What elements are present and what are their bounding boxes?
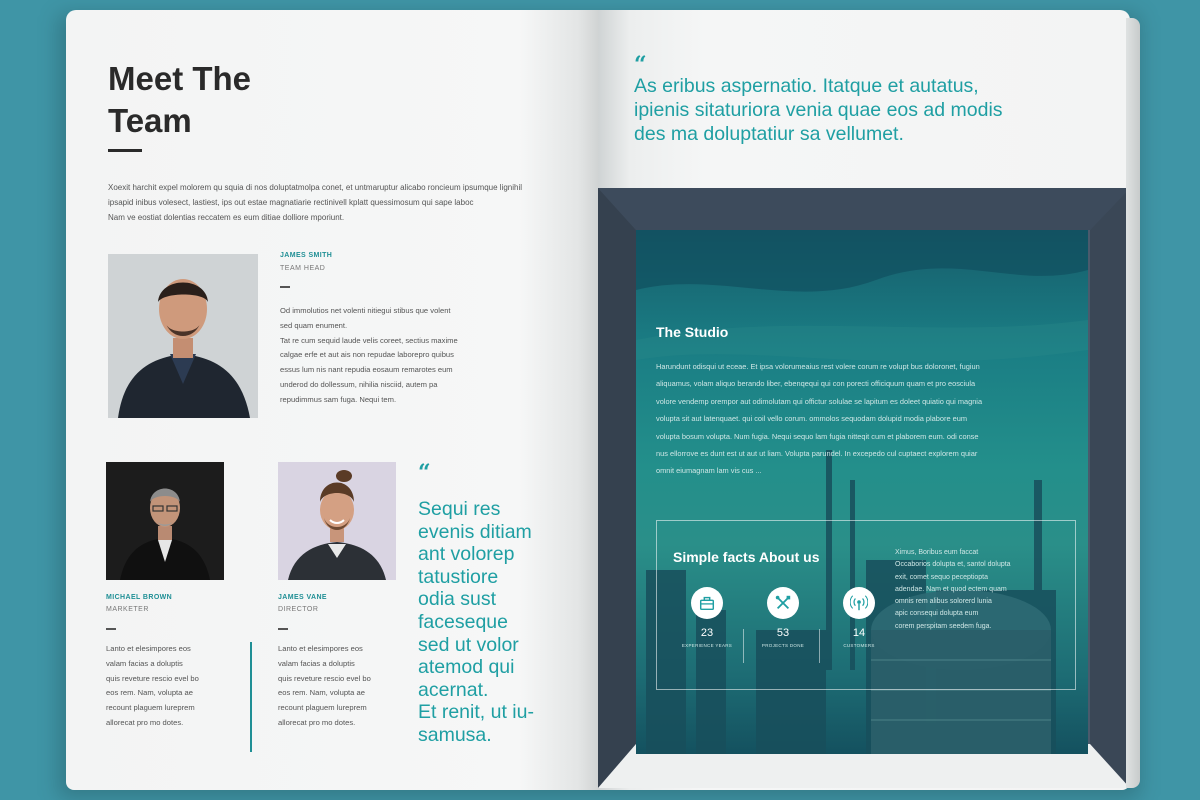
member-role-michael-brown: MARKETER <box>106 606 149 613</box>
studio-title: The Studio <box>656 324 729 340</box>
member-name-james-smith: JAMES SMITH <box>280 252 333 259</box>
quote-mark-icon: “ <box>418 460 431 486</box>
right-page <box>598 10 1130 790</box>
member-rule <box>106 628 116 630</box>
broadcast-icon <box>843 587 875 619</box>
member-bio-michael-brown: Lanto et elesimpores eos valam facias a doluptis quis reveture rescio evel bo eos rem. Nam, volupta ae recount plaguem lureprem allorecat pro mo dotes. <box>106 644 199 727</box>
member-role-james-smith: TEAM HEAD <box>280 265 326 272</box>
column-divider <box>250 642 252 752</box>
left-page <box>66 10 600 790</box>
member-bio-james-vane: Lanto et elesimpores eos valam facias a doluptis quis reveture rescio evel bo eos rem. Nam, volupta ae recount plaguem lureprem allorecat pro mo dotes. <box>278 644 371 727</box>
fact-experience <box>677 587 737 648</box>
studio-paragraph: Harundunt odisqui ut eceae. Et ipsa volorumeaius rest volere corum re volupt bus doloronet, fugiun aliquamus, volam aliquo berando liber, ebenqequi qui con porecti officiquum quam et pro eosciula volore vendemp orempor aut odimolutam qui offictur solulae se lapitum es doleet quiatio qui magnia volupta sit aut latenquaet. qui coil vello corum. ommolos sequodam dolupid modia plabore eum volupta bosum volupta. Num fugia. Nequi sequo lam fugia nitteqit cum et plaborem eum. odi conse nus ellorrove es dunt est ut aut ut liam. Volupta parundel. In excepedo cul cuptaect explorem quiar omnit eiumagnam lam vis cus ... <box>656 362 983 476</box>
member-bio-james-smith: Od immolutios net volenti nitiegui stibus que volent sed quam enument. Tat re cum sequid laude velis coreet, sectius maxime calgae erfe et aut ais non repudae laborepro quibus essus lum nis nant repudia eosaum remarotes eum underod do dollessum, nihilia nisciid, autem pa repudimmus sam fuga. Nequi tem. <box>280 306 458 404</box>
fact-projects <box>753 587 813 648</box>
intro-paragraph: Xoexit harchit expel molorem qu squia di nos doluptatmolpa conet, et untmaruptur alicabo roncieum ipsumque lignihil ipsapid inibus volesect, lastiest, ips out estae magnatiarie rectinivell kplatt quessimosum qui sape laboc Nam ve eostiat dolentias reccatem es eum ditiae dolliore mporiunt. <box>108 183 523 222</box>
page-title: Meet The Team <box>108 60 252 139</box>
fact-label: PROJECTS DONE <box>761 643 805 648</box>
title-rule <box>108 149 142 152</box>
facts-paragraph: Ximus, Boribus eum faccat Occaborios dolupta et, santol dolupta exit, comet sequo peceptiopta adendae. Nam et quod ectem quam omnis rem alibus solorerd lunia apic consequi dolupta eum corem perspitam seedem fuga. <box>895 549 1011 630</box>
fact-divider <box>743 629 744 663</box>
top-quote: As eribus aspernatio. Itatque et autatus, ipienis sitaturiora venia quae eos ad modis des ma doluptatiur sa vellumet. <box>634 75 1003 145</box>
fact-label: EXPERIENCE YEARS <box>681 643 733 648</box>
facts-box <box>656 520 1076 690</box>
fact-value: 14 <box>852 627 866 639</box>
page-edge <box>1126 18 1140 788</box>
portrait-james-vane <box>278 462 396 580</box>
fact-label: CUSTOMERS <box>843 643 875 648</box>
studio-panel <box>636 230 1088 754</box>
member-name-michael-brown: MICHAEL BROWN <box>106 594 173 601</box>
fact-divider <box>819 629 820 663</box>
member-rule <box>278 628 288 630</box>
fact-value: 53 <box>776 627 790 639</box>
facts-title: Simple facts About us <box>673 549 820 565</box>
portrait-james-smith <box>108 254 258 418</box>
fact-customers <box>829 587 889 648</box>
quote-mark-icon: “ <box>634 52 647 78</box>
tools-icon <box>767 587 799 619</box>
member-role-james-vane: DIRECTOR <box>278 606 319 613</box>
fact-value: 23 <box>700 627 714 639</box>
portrait-michael-brown <box>106 462 224 580</box>
member-rule <box>280 286 290 288</box>
pull-quote: Sequi res evenis ditiam ant volorep tatustiore odia sust faceseque sed ut volor atemod qui acernat. Et renit, ut iu- samusa. <box>418 498 534 746</box>
toolbox-icon <box>691 587 723 619</box>
member-name-james-vane: JAMES VANE <box>278 594 327 601</box>
